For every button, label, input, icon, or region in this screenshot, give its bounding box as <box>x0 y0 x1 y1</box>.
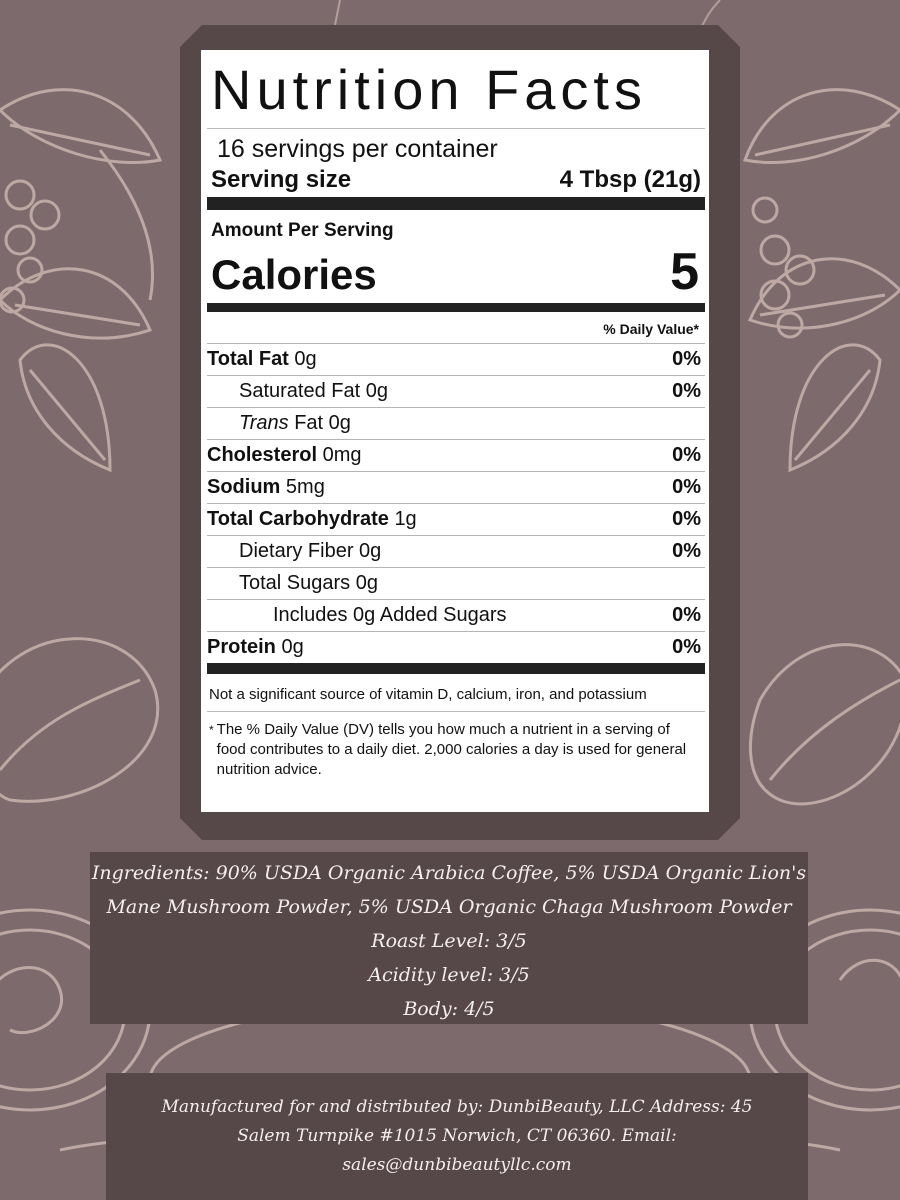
nutrient-row-total-carbohydrate <box>207 503 705 535</box>
nutrient-name: Total Sugars <box>239 572 351 594</box>
nutrient-dv: 0% <box>672 444 701 466</box>
nutrient-row-dietary-fiber <box>207 535 705 567</box>
vitamin-note: Not a significant source of vitamin D, calcium, iron, and potassium <box>209 686 647 703</box>
nutrient-dv: 0% <box>672 508 701 530</box>
nutrient-name: Cholesterol <box>207 444 318 466</box>
manufacturer-line-2: Salem Turnpike #1015 Norwich, CT 06360. Email: <box>237 1126 677 1146</box>
nutrient-amount: 0g <box>294 348 317 370</box>
nutrient-row-total-fat <box>207 343 705 375</box>
nutrient-amount: 0g <box>281 636 304 658</box>
nutrient-amount: 0g <box>355 572 378 594</box>
nutrient-row-trans-fat <box>207 407 705 439</box>
serving-size-value: 4 Tbsp (21g) <box>559 166 701 193</box>
nutrient-amount: 0g <box>365 380 388 402</box>
nutrient-amount: 0g <box>359 540 382 562</box>
nutrient-name: Includes 0g Added Sugars <box>273 604 507 626</box>
amount-per-serving: Amount Per Serving <box>211 220 394 241</box>
nutrient-name: Total Carbohydrate <box>207 508 389 530</box>
ingredients-line-1: Ingredients: 90% USDA Organic Arabica Coffee, 5% USDA Organic Lion's <box>91 862 807 884</box>
manufacturer-panel <box>106 1073 808 1200</box>
manufacturer-email: sales@dunbibeautyllc.com <box>342 1155 572 1175</box>
serving-size-row <box>207 163 705 197</box>
nutrient-name: Sodium <box>207 476 281 498</box>
nutrient-amount: 1g <box>394 508 417 530</box>
nutrient-dv: 0% <box>672 380 701 402</box>
nutrient-amount: 0mg <box>322 444 362 466</box>
nutrient-dv: 0% <box>672 636 701 658</box>
nutrient-amount: 5mg <box>285 476 325 498</box>
nutrition-facts-title: Nutrition Facts <box>211 58 647 121</box>
nutrient-dv: 0% <box>672 348 701 370</box>
nutrient-row-saturated-fat <box>207 375 705 407</box>
calories-label: Calories <box>211 251 377 298</box>
ingredients-panel <box>90 852 808 1024</box>
nutrient-name: Fat <box>294 412 324 434</box>
nutrient-dv: 0% <box>672 476 701 498</box>
nutrient-row-cholesterol <box>207 439 705 471</box>
daily-value-footnote <box>207 712 705 780</box>
nutrient-row-total-sugars <box>207 567 705 599</box>
nutrient-amount: 0g <box>328 412 351 434</box>
nutrient-name: Total Fat <box>207 348 289 370</box>
nutrient-row-sodium <box>207 471 705 503</box>
nutrient-name: Protein <box>207 636 276 658</box>
nutrient-dv: 0% <box>672 604 701 626</box>
footnote-text: The % Daily Value (DV) tells you how much a nutrient in a serving of food contributes to a daily diet. 2,000 calories a day is used for general nutrition advice. <box>216 721 687 778</box>
nutrient-name: Dietary Fiber <box>239 540 354 562</box>
nutrient-dv: 0% <box>672 540 701 562</box>
acidity-level: Acidity level: 3/5 <box>368 964 530 986</box>
nutrition-facts-label <box>201 50 709 812</box>
nutrient-name: Saturated Fat <box>239 380 361 402</box>
nutrient-row-added-sugars <box>207 599 705 631</box>
roast-level: Roast Level: 3/5 <box>371 930 527 952</box>
ingredients-line-2: Mane Mushroom Powder, 5% USDA Organic Chaga Mushroom Powder <box>106 896 792 918</box>
footnote-star: * <box>209 723 214 737</box>
body-level: Body: 4/5 <box>403 998 495 1020</box>
manufacturer-line-1: Manufactured for and distributed by: DunbiBeauty, LLC Address: 45 <box>161 1097 753 1117</box>
nutrient-row-protein <box>207 631 705 663</box>
calories-row <box>207 242 705 300</box>
serving-size-label: Serving size <box>211 166 352 193</box>
servings-per-container: 16 servings per container <box>217 135 498 163</box>
daily-value-header: % Daily Value* <box>603 321 699 337</box>
calories-value: 5 <box>670 243 699 301</box>
nutrient-name-italic: Trans <box>239 412 289 434</box>
